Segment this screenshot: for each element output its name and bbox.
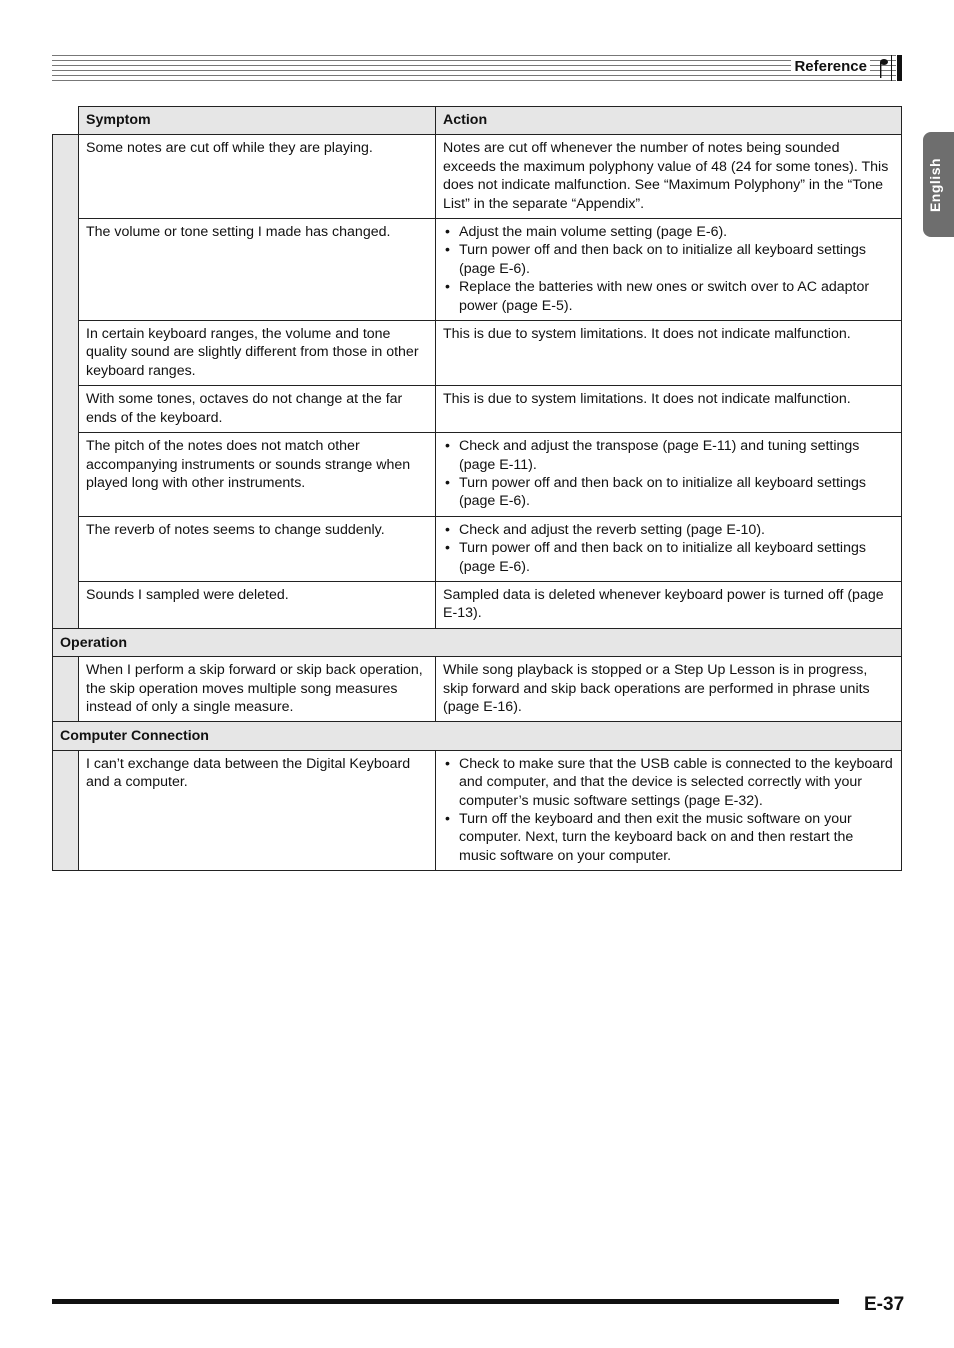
action-bullet: • Replace the batteries with new ones or switch over to AC adaptor power (page E-5). xyxy=(443,278,894,315)
action-cell xyxy=(436,433,902,517)
footer-rule xyxy=(52,1299,839,1304)
section-row xyxy=(53,722,902,750)
section-heading-computer-connection: Computer Connection xyxy=(53,722,902,750)
action-bullet: • Check to make sure that the USB cable is connected to the keyboard and computer, and that the device is selected correctly with your computer’s music software settings (page E-32). xyxy=(443,755,894,810)
action-cell: Sampled data is deleted whenever keyboard power is turned off (page E-13). xyxy=(436,581,902,628)
symptom-cell: I can’t exchange data between the Digital Keyboard and a computer. xyxy=(79,750,436,870)
symptom-cell: Sounds I sampled were deleted. xyxy=(79,581,436,628)
section-heading-operation: Operation xyxy=(53,628,902,656)
table-row xyxy=(53,135,902,219)
action-cell xyxy=(436,750,902,870)
language-tab xyxy=(923,132,954,237)
page-number: E-37 xyxy=(864,1294,905,1315)
troubleshooting-table xyxy=(52,106,902,871)
symptom-cell: The reverb of notes seems to change suddenly. xyxy=(79,516,436,581)
action-bullet: • Check and adjust the reverb setting (page E-10). xyxy=(443,521,894,539)
column-header-symptom: Symptom xyxy=(79,107,436,135)
table-row xyxy=(53,219,902,321)
action-bullet: • Turn off the keyboard and then exit the music software on your computer. Next, turn the keyboard back on and then restart the music software on your computer. xyxy=(443,810,894,865)
action-cell: While song playback is stopped or a Step Up Lesson is in progress, skip forward and skip back operations are performed in phrase units (page E-16). xyxy=(436,657,902,722)
symptom-cell: With some tones, octaves do not change at the far ends of the keyboard. xyxy=(79,386,436,433)
symptom-cell: The pitch of the notes does not match other accompanying instruments or sounds strange when played long with other instruments. xyxy=(79,433,436,517)
section-row xyxy=(53,628,902,656)
action-cell: This is due to system limitations. It does not indicate malfunction. xyxy=(436,386,902,433)
table-row xyxy=(53,516,902,581)
symptom-cell: When I perform a skip forward or skip back operation, the skip operation moves multiple song measures instead of only a single measure. xyxy=(79,657,436,722)
music-note-icon xyxy=(878,58,890,78)
column-header-action: Action xyxy=(436,107,902,135)
symptom-cell: In certain keyboard ranges, the volume and tone quality sound are slightly different from those in other keyboard ranges. xyxy=(79,321,436,386)
action-bullet: • Turn power off and then back on to initialize all keyboard settings (page E-6). xyxy=(443,474,894,511)
table-row xyxy=(53,321,902,386)
symptom-cell: Some notes are cut off while they are playing. xyxy=(79,135,436,219)
header-staff-lines xyxy=(52,55,902,81)
action-bullet: • Turn power off and then back on to initialize all keyboard settings (page E-6). xyxy=(443,241,894,278)
table-row xyxy=(53,386,902,433)
language-tab-label: English xyxy=(927,157,943,212)
table-row xyxy=(53,433,902,517)
table-row xyxy=(53,750,902,870)
action-bullet: • Adjust the main volume setting (page E-6). xyxy=(443,223,894,241)
table-row xyxy=(53,657,902,722)
header-title: Reference xyxy=(791,58,870,75)
symptom-cell: The volume or tone setting I made has changed. xyxy=(79,219,436,321)
action-cell xyxy=(436,516,902,581)
action-bullet: • Turn power off and then back on to initialize all keyboard settings (page E-6). xyxy=(443,539,894,576)
action-cell: Notes are cut off whenever the number of notes being sounded exceeds the maximum polyphony value of 48 (24 for some tones). This does not indicate malfunction. See “Maximum Polyphony” in the “Tone List” in the separate “Appendix”. xyxy=(436,135,902,219)
action-cell xyxy=(436,219,902,321)
action-cell: This is due to system limitations. It does not indicate malfunction. xyxy=(436,321,902,386)
table-row xyxy=(53,581,902,628)
action-bullet: • Check and adjust the transpose (page E-11) and tuning settings (page E-11). xyxy=(443,437,894,474)
